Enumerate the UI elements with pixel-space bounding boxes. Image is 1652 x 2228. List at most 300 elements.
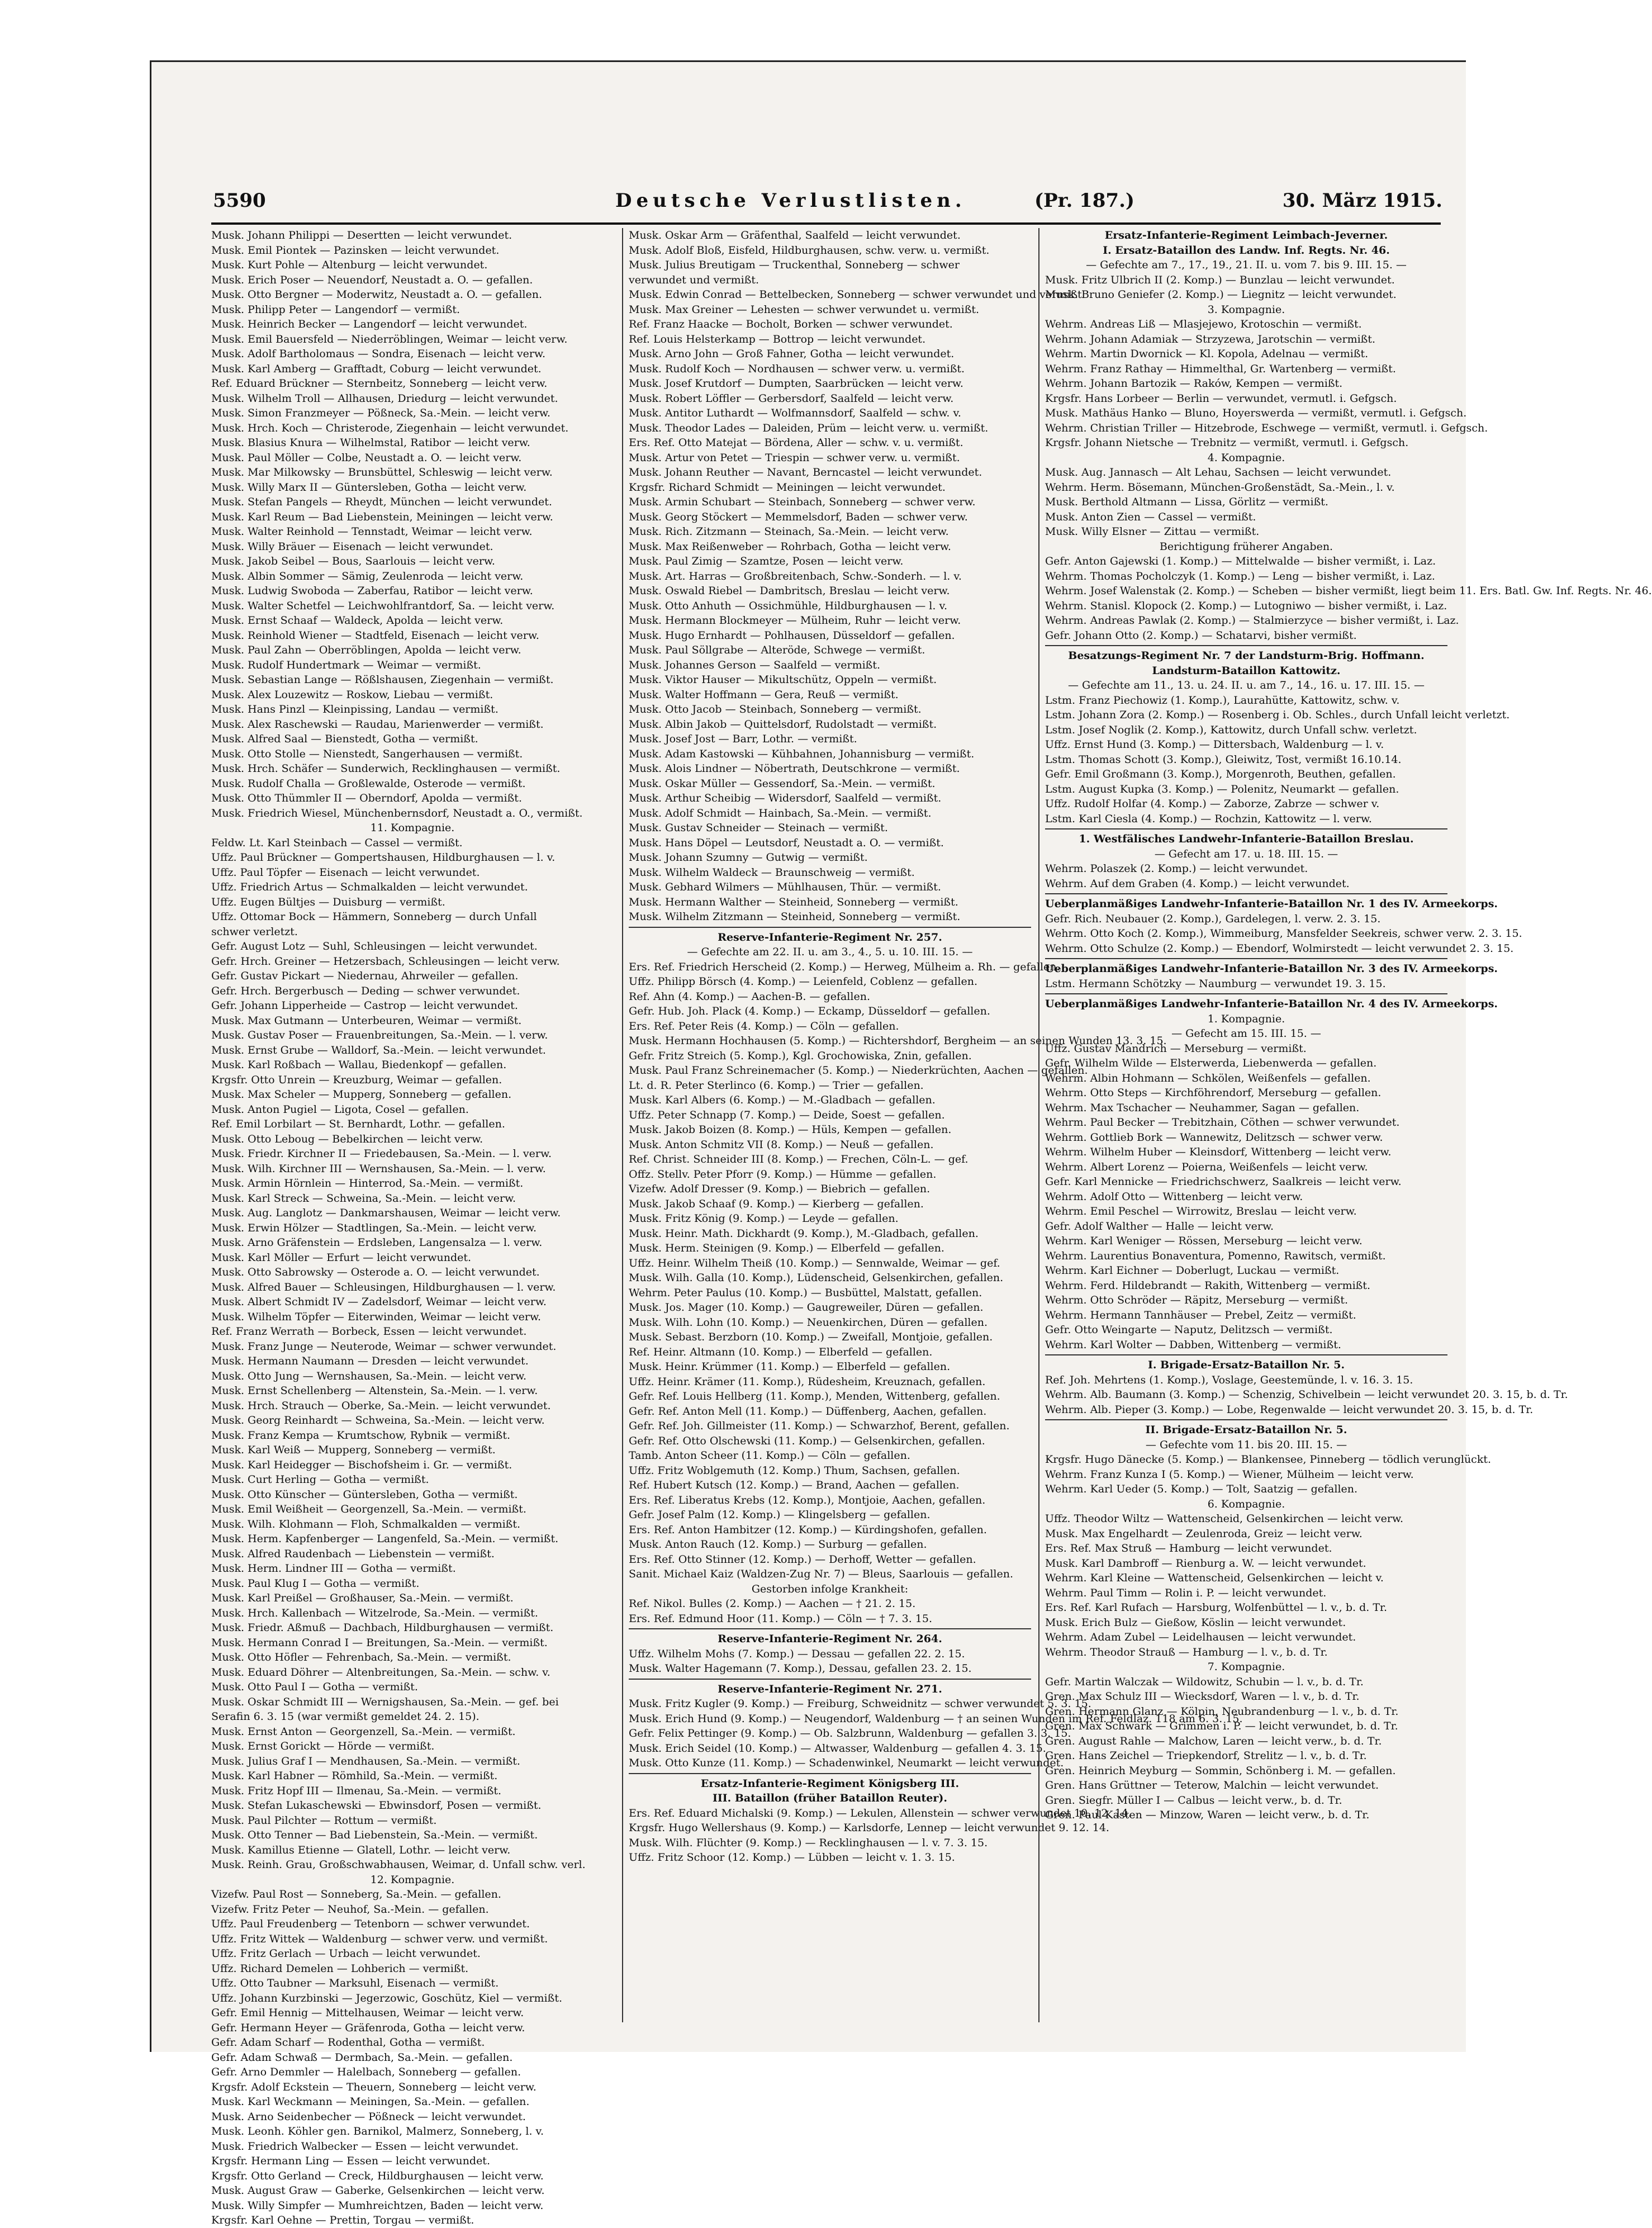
casualty-entry: Musk. Herm. Kapfenberger — Langenfeld, Sa.-Mein. — vermißt.: [211, 1533, 559, 1545]
section-divider: [1045, 1354, 1447, 1355]
subsection-heading: 3. Kompagnie.: [1207, 303, 1285, 316]
casualty-entry: Musk. Adolf Schmidt — Hainbach, Sa.-Mein. — vermißt.: [629, 807, 932, 819]
column-3: [1038, 228, 1652, 2022]
section-divider: [1045, 893, 1447, 894]
casualty-entry: Musk. Karl Preißel — Großhauser, Sa.-Mein. — vermißt.: [211, 1592, 514, 1604]
casualty-entry: Wehrm. Theodor Strauß — Hamburg — l. v., b. d. Tr.: [1045, 1646, 1328, 1658]
casualty-entry: Musk. Adam Kastowski — Kühbahnen, Johannisburg — vermißt.: [629, 747, 975, 760]
casualty-entry: Musk. Otto Thümmler II — Oberndorf, Apolda — vermißt.: [211, 792, 522, 804]
casualty-entry: Musk. Fritz König (9. Komp.) — Leyde — gefallen.: [629, 1212, 899, 1225]
casualty-entry: Musk. Julius Breutigam — Truckenthal, Sonneberg — schwer: [629, 259, 960, 271]
section-divider: [629, 1773, 1031, 1774]
subsection-heading: 4. Kompagnie.: [1207, 451, 1285, 464]
subsection-heading: — Gefechte am 22. II. u. am 3., 4., 5. u. 10. III. 15. —: [687, 946, 973, 958]
casualty-entry: Musk. Armin Schubart — Steinbach, Sonneberg — schwer verw.: [629, 496, 976, 508]
casualty-entry: Wehrm. Ferd. Hildebrandt — Rakith, Wittenberg — vermißt.: [1045, 1279, 1371, 1292]
casualty-entry: Musk. Alfred Bauer — Schleusingen, Hildburghausen — l. verw.: [211, 1281, 556, 1293]
casualty-entry: Musk. Otto Paul I — Gotha — vermißt.: [211, 1681, 418, 1693]
subsection-heading: Berichtigung früherer Angaben.: [1159, 540, 1333, 553]
section-heading: I. Ersatz-Bataillon des Landw. Inf. Regts. Nr. 46.: [1103, 244, 1390, 257]
casualty-entry: Gefr. Hub. Joh. Plack (4. Komp.) — Eckamp, Düsseldorf — gefallen.: [629, 1005, 990, 1017]
casualty-entry: Musk. Emil Bauersfeld — Niederröblingen, Weimar — leicht verw.: [211, 333, 568, 345]
casualty-entry: Musk. Gustav Poser — Frauenbreitungen, Sa.-Mein. — l. verw.: [211, 1029, 548, 1041]
casualty-entry: Musk. Heinrich Becker — Langendorf — leicht verwundet.: [211, 318, 528, 330]
casualty-entry: Uffz. Paul Töpfer — Eisenach — leicht verwundet.: [211, 866, 480, 879]
casualty-entry: Ref. Franz Haacke — Bocholt, Borken — schwer verwundet.: [629, 318, 953, 330]
casualty-entry: Wehrm. Max Tschacher — Neuhammer, Sagan — gefallen.: [1045, 1101, 1360, 1114]
casualty-entry: Musk. Walter Schetfel — Leichwohlfrantdorf, Sa. — leicht verw.: [211, 599, 555, 612]
casualty-entry: Vizefw. Fritz Peter — Neuhof, Sa.-Mein. — gefallen.: [211, 1903, 489, 1916]
casualty-entry: Vizefw. Adolf Dresser (9. Komp.) — Biebrich — gefallen.: [629, 1183, 931, 1195]
casualty-entry: Musk. Friedr. Aßmuß — Dachbach, Hildburghausen — vermißt.: [211, 1622, 554, 1634]
casualty-entry: Musk. Otto Höfler — Fehrenbach, Sa.-Mein. — vermißt.: [211, 1651, 511, 1663]
section-heading: III. Bataillon (früher Bataillon Reuter).: [712, 1792, 947, 1804]
casualty-entry: Musk. Berthold Altmann — Lissa, Görlitz — vermißt.: [1045, 496, 1328, 508]
casualty-entry: Krgsfr. Johann Nietsche — Trebnitz — vermißt, vermutl. i. Gefgsch.: [1045, 437, 1409, 449]
casualty-entry: Ers. Ref. Friedrich Herscheid (2. Komp.) — Herweg, Mülheim a. Rh. — gefallen.: [629, 960, 1060, 973]
casualty-entry: Gefr. Martin Walczak — Wildowitz, Schubin — l. v., b. d. Tr.: [1045, 1675, 1364, 1688]
casualty-entry: Musk. Max Engelhardt — Zeulenroda, Greiz — leicht verw.: [1045, 1527, 1363, 1540]
casualty-entry: Ref. Christ. Schneider III (8. Komp.) — Frechen, Cöln-L. — gef.: [629, 1153, 969, 1165]
casualty-entry: Musk. Wilhelm Waldeck — Braunschweig — vermißt.: [629, 866, 915, 879]
casualty-entry: Musk. Hermann Naumann — Dresden — leicht verwundet.: [211, 1355, 529, 1367]
casualty-entry: Wehrm. Adolf Otto — Wittenberg — leicht verw.: [1045, 1190, 1303, 1203]
section-heading: Ueberplanmäßiges Landwehr-Infanterie-Bataillon Nr. 1 des IV. Armeekorps.: [1045, 898, 1498, 910]
casualty-entry: Musk. Arno John — Groß Fahner, Gotha — leicht verwundet.: [629, 348, 955, 360]
casualty-entry: Musk. Otto Bergner — Moderwitz, Neustadt a. O. — gefallen.: [211, 288, 542, 301]
casualty-entry: Krgsfr. Hugo Dänecke (5. Komp.) — Blankensee, Pinneberg — tödlich verunglückt.: [1045, 1453, 1492, 1466]
casualty-entry: Musk. Gebhard Wilmers — Mühlhausen, Thür. — vermißt.: [629, 881, 941, 893]
casualty-entry: Musk. Arno Gräfenstein — Erdsleben, Langensalza — l. verw.: [211, 1236, 543, 1249]
casualty-entry: Sanit. Michael Kaiz (Waldzen-Zug Nr. 7) — Bleus, Saarlouis — gefallen.: [629, 1568, 1014, 1580]
section-heading: Ersatz-Infanterie-Regiment Königsberg III.: [700, 1777, 960, 1790]
casualty-entry: Ers. Ref. Max Struß — Hamburg — leicht verwundet.: [1045, 1542, 1332, 1554]
casualty-entry: Wehrm. Adam Zubel — Leidelhausen — leicht verwundet.: [1045, 1631, 1356, 1643]
casualty-entry: Wehrm. Polaszek (2. Komp.) — leicht verwundet.: [1045, 862, 1308, 875]
casualty-entry: Uffz. Rudolf Holfar (4. Komp.) — Zaborze, Zabrze — schwer v.: [1045, 798, 1380, 810]
casualty-entry: Uffz. Theodor Wiltz — Wattenscheid, Gelsenkirchen — leicht verw.: [1045, 1513, 1404, 1525]
casualty-entry: Lstm. Hermann Schötzky — Naumburg — verwundet 19. 3. 15.: [1045, 977, 1386, 990]
casualty-entry: Ref. Heinr. Altmann (10. Komp.) — Elberfeld — gefallen.: [629, 1345, 933, 1358]
casualty-entry: Ers. Ref. Otto Stinner (12. Komp.) — Derhoff, Wetter — gefallen.: [629, 1553, 976, 1566]
casualty-entry: Musk. Willy Simpfer — Mumhreichtzen, Baden — leicht verw.: [211, 2199, 544, 2212]
casualty-entry: Musk. Hermann Hochhausen (5. Komp.) — Richtershdorf, Bergheim — an seinen Wunden 13. 3. 15.: [629, 1035, 1167, 1047]
casualty-entry: Wehrm. Alb. Pieper (3. Komp.) — Lobe, Regenwalde — leicht verwundet 20. 3. 15, b. d. Tr.: [1045, 1403, 1534, 1416]
subsection-heading: 7. Kompagnie.: [1207, 1661, 1285, 1673]
casualty-entry: Musk. Mathäus Hanko — Bluno, Hoyerswerda — vermißt, vermutl. i. Gefgsch.: [1045, 407, 1467, 419]
casualty-entry: Gefr. Johann Otto (2. Komp.) — Schatarvi, bisher vermißt.: [1045, 629, 1357, 642]
casualty-entry: Musk. Jakob Boizen (8. Komp.) — Hüls, Kempen — gefallen.: [629, 1124, 952, 1136]
casualty-entry: Musk. Friedr. Kirchner II — Friedebausen, Sa.-Mein. — l. verw.: [211, 1148, 552, 1160]
casualty-entry: Musk. Philipp Peter — Langendorf — vermißt.: [211, 303, 461, 316]
section-heading: II. Brigade-Ersatz-Bataillon Nr. 5.: [1145, 1424, 1347, 1436]
casualty-entry: Wehrm. Gottlieb Bork — Wannewitz, Delitzsch — schwer verw.: [1045, 1131, 1383, 1144]
casualty-entry: Musk. Karl Weiß — Mupperg, Sonneberg — vermißt.: [211, 1444, 496, 1456]
casualty-entry: Uffz. Richard Demelen — Lohberich — vermißt.: [211, 1962, 469, 1975]
casualty-entry: Gefr. Adam Scharf — Rodenthal, Gotha — vermißt.: [211, 2036, 485, 2049]
casualty-entry: Musk. Jakob Schaaf (9. Komp.) — Kierberg — gefallen.: [629, 1197, 924, 1210]
casualty-entry: Musk. Alex Raschewski — Raudau, Marienwerder — vermißt.: [211, 718, 544, 731]
casualty-entry: Uffz. Eugen Bültjes — Duisburg — vermißt.: [211, 895, 445, 908]
casualty-entry: Lstm. Karl Ciesla (4. Komp.) — Rochzin, Kattowitz — l. verw.: [1045, 812, 1372, 825]
casualty-entry: Musk. Ernst Schellenberg — Altenstein, Sa.-Mein. — l. verw.: [211, 1385, 538, 1397]
casualty-entry: Ers. Ref. Eduard Michalski (9. Komp.) — Lekulen, Allenstein — schwer verwundet 10. 12. 14.: [629, 1807, 1132, 1819]
casualty-entry: Musk. Heinr. Math. Dickhardt (9. Komp.), M.-Gladbach, gefallen.: [629, 1227, 979, 1240]
casualty-entry: Musk. Sebast. Berzborn (10. Komp.) — Zweifall, Montjoie, gefallen.: [629, 1331, 993, 1343]
casualty-entry: Krgsfr. Richard Schmidt — Meiningen — leicht verwundet.: [629, 481, 946, 494]
casualty-entry: Wehrm. Josef Walenstak (2. Komp.) — Scheben — bisher vermißt, liegt beim 11. Ers. Batl. Gw. Inf. Regts. Nr. 46.: [1045, 585, 1652, 597]
casualty-entry: Musk. Otto Sabrowsky — Osterode a. O. — leicht verwundet.: [211, 1266, 540, 1278]
casualty-entry: Musk. Erich Seidel (10. Komp.) — Altwasser, Waldenburg — gefallen 4. 3. 15.: [629, 1742, 1046, 1755]
casualty-entry: Lstm. Johann Zora (2. Komp.) — Rosenberg i. Ob. Schles., durch Unfall leicht verletzt.: [1045, 709, 1510, 721]
casualty-entry: Musk. Paul Franz Schreinemacher (5. Komp.) — Niederkrüchten, Aachen — gefallen.: [629, 1064, 1088, 1077]
casualty-entry: Wehrm. Thomas Pocholczyk (1. Komp.) — Leng — bisher vermißt, i. Laz.: [1045, 570, 1435, 582]
casualty-entry: Musk. Hrch. Koch — Christerode, Ziegenhain — leicht verwundet.: [211, 421, 569, 434]
casualty-entry: Gefr. Otto Weingarte — Naputz, Delitzsch — vermißt.: [1045, 1324, 1333, 1336]
casualty-entry: Musk. Walter Reinhold — Tennstadt, Weimar — leicht verw.: [211, 525, 533, 538]
casualty-entry: Musk. Max Scheler — Mupperg, Sonneberg — gefallen.: [211, 1088, 512, 1101]
casualty-entry: Uffz. Gustav Mandrich — Merseburg — vermißt.: [1045, 1042, 1307, 1055]
casualty-entry: Gefr. Johann Lipperheide — Castrop — leicht verwundet.: [211, 999, 518, 1012]
casualty-entry: Musk. Otto Anhuth — Ossichmühle, Hildburghausen — l. v.: [629, 599, 947, 612]
casualty-entry: Wehrm. Albin Hohmann — Schkölen, Weißenfels — gefallen.: [1045, 1072, 1371, 1084]
casualty-entry: Musk. Wilh. Klohmann — Floh, Schmalkalden — vermißt.: [211, 1518, 521, 1530]
section-divider: [1045, 958, 1447, 959]
casualty-entry: Musk. Karl Amberg — Grafftadt, Coburg — leicht verwundet.: [211, 362, 542, 375]
casualty-entry: Musk. Art. Harras — Großbreitenbach, Schw.-Sonderh. — l. v.: [629, 570, 962, 582]
casualty-entry: Musk. Antitor Luthardt — Wolfmannsdorf, Saalfeld — schw. v.: [629, 407, 961, 419]
casualty-entry: Musk. Paul Möller — Colbe, Neustadt a. O. — leicht verw.: [211, 451, 522, 464]
casualty-entry: Musk. Oswald Riebel — Dambritsch, Breslau — leicht verw.: [629, 585, 950, 597]
casualty-entry: Lstm. Thomas Schott (3. Komp.), Gleiwitz, Tost, vermißt 16.10.14.: [1045, 753, 1402, 766]
casualty-entry: Uffz. Paul Freudenberg — Tetenborn — schwer verwundet.: [211, 1918, 530, 1930]
casualty-entry: Uffz. Otto Taubner — Marksuhl, Eisenach — vermißt.: [211, 1977, 499, 1989]
casualty-entry: Wehrm. Johann Adamiak — Strzyzewa, Jarotschin — vermißt.: [1045, 333, 1376, 345]
casualty-entry: Musk. Adolf Bartholomaus — Sondra, Eisenach — leicht verw.: [211, 348, 545, 360]
casualty-entry: Musk. Eduard Döhrer — Altenbreitungen, Sa.-Mein. — schw. v.: [211, 1666, 550, 1679]
casualty-entry: Musk. Max Greiner — Lehesten — schwer verwundet u. vermißt.: [629, 303, 980, 316]
casualty-entry: Musk. Armin Hörnlein — Hinterrod, Sa.-Mein. — vermißt.: [211, 1177, 524, 1189]
casualty-entry: Musk. Rudolf Koch — Nordhausen — schwer verw. u. vermißt.: [629, 362, 965, 375]
casualty-entry: Gefr. Ref. Joh. Gillmeister (11. Komp.) — Schwarzhof, Berent, gefallen.: [629, 1420, 1010, 1432]
casualty-entry: Ref. Ahn (4. Komp.) — Aachen-B. — gefallen.: [629, 990, 870, 1003]
casualty-entry: Krgsfr. Hans Lorbeer — Berlin — verwundet, vermutl. i. Gefgsch.: [1045, 392, 1397, 405]
casualty-entry: Wehrm. Otto Schulze (2. Komp.) — Ebendorf, Wolmirstedt — leicht verwundet 2. 3. 15.: [1045, 942, 1514, 955]
casualty-entry: Musk. Georg Reinhardt — Schweina, Sa.-Mein. — leicht verw.: [211, 1414, 545, 1426]
casualty-entry: Musk. Theodor Lades — Daleiden, Prüm — leicht verw. u. vermißt.: [629, 421, 989, 434]
section-heading: I. Brigade-Ersatz-Bataillon Nr. 5.: [1147, 1359, 1345, 1371]
casualty-entry: Uffz. Heinr. Wilhelm Theiß (10. Komp.) — Sennwalde, Weimar — gef.: [629, 1257, 1000, 1269]
casualty-entry: Musk. Walter Hagemann (7. Komp.), Dessau, gefallen 23. 2. 15.: [629, 1662, 972, 1675]
casualty-entry: Wehrm. Karl Eichner — Doberlugt, Luckau — vermißt.: [1045, 1264, 1340, 1277]
casualty-entry: Musk. Hrch. Strauch — Oberke, Sa.-Mein. — leicht verwundet.: [211, 1399, 551, 1412]
casualty-entry: Musk. Hermann Blockmeyer — Mülheim, Ruhr — leicht verw.: [629, 614, 961, 627]
casualty-entry: Musk. Josef Jost — Barr, Lothr. — vermißt.: [629, 733, 857, 745]
casualty-entry: Musk. Albin Jakob — Quittelsdorf, Rudolstadt — vermißt.: [629, 718, 937, 731]
publication-title: Deutsche Verlustlisten.: [615, 189, 966, 212]
section-divider: [1045, 645, 1447, 646]
casualty-entry: Musk. Julius Graf I — Mendhausen, Sa.-Mein. — vermißt.: [211, 1755, 520, 1767]
casualty-entry: Musk. Bruno Geniefer (2. Komp.) — Liegnitz — leicht verwundet.: [1045, 288, 1397, 301]
casualty-entry: Musk. Rudolf Challa — Großlewalde, Osterode — vermißt.: [211, 777, 526, 790]
casualty-entry: Wehrm. Alb. Baumann (3. Komp.) — Schenzig, Schivelbein — leicht verwundet 20. 3. 15, b. d. Tr.: [1045, 1388, 1568, 1401]
casualty-entry: Musk. Karl Roßbach — Wallau, Biedenkopf — gefallen.: [211, 1059, 507, 1071]
casualty-entry: Musk. Erich Hund (9. Komp.) — Neugendorf, Waldenburg — † an seinen Wunden im Ref. Feldlaz. 118 am 6. 3. 15.: [629, 1712, 1243, 1725]
casualty-entry: Musk. Robert Löffler — Gerbersdorf, Saalfeld — leicht verw.: [629, 392, 954, 405]
casualty-entry: Musk. Ernst Grube — Walldorf, Sa.-Mein. — leicht verwundet.: [211, 1044, 546, 1056]
casualty-entry: Musk. Stefan Pangels — Rheydt, München — leicht verwundet.: [211, 496, 552, 508]
casualty-entry: Musk. Otto Leboug — Bebelkirchen — leicht verw.: [211, 1132, 483, 1145]
column-1: [211, 228, 614, 2226]
casualty-entry: Uffz. Ottomar Bock — Hämmern, Sonneberg — durch Unfall: [211, 911, 537, 923]
page-number: 5590: [213, 189, 266, 212]
casualty-entry: Musk. Johannes Gerson — Saalfeld — vermißt.: [629, 658, 881, 671]
casualty-entry: Ers. Ref. Edmund Hoor (11. Komp.) — Cöln — † 7. 3. 15.: [629, 1612, 933, 1625]
casualty-entry: Musk. Ernst Anton — Georgenzell, Sa.-Mein. — vermißt.: [211, 1725, 516, 1738]
casualty-entry: Musk. August Graw — Gaberke, Gelsenkirchen — leicht verw.: [211, 2184, 545, 2197]
casualty-entry: Uffz. Fritz Gerlach — Urbach — leicht verwundet.: [211, 1947, 481, 1960]
casualty-entry: Gefr. Ref. Louis Hellberg (11. Komp.), Menden, Wittenberg, gefallen.: [629, 1390, 1000, 1402]
casualty-entry: Musk. Mar Milkowsky — Brunsbüttel, Schleswig — leicht verw.: [211, 466, 553, 478]
casualty-entry: Ref. Emil Lorbilart — St. Bernhardt, Lothr. — gefallen.: [211, 1118, 505, 1130]
casualty-entry: Musk. Arno Seidenbecher — Pößneck — leicht verwundet.: [211, 2110, 526, 2123]
casualty-entry: Musk. Albert Schmidt IV — Zadelsdorf, Weimar — leicht verw.: [211, 1296, 547, 1308]
casualty-entry: Krgsfr. Hermann Ling — Essen — leicht verwundet.: [211, 2155, 490, 2167]
casualty-entry: Musk. Otto Jung — Wernshausen, Sa.-Mein. — leicht verw.: [211, 1369, 527, 1382]
casualty-entry: Musk. Karl Streck — Schweina, Sa.-Mein. — leicht verw.: [211, 1192, 516, 1205]
casualty-entry: Gefr. Karl Mennicke — Friedrichschwerz, Saalkreis — leicht verw.: [1045, 1175, 1402, 1188]
casualty-entry: Musk. Kamillus Etienne — Glatell, Lothr. — leicht verw.: [211, 1843, 511, 1856]
subsection-heading: — Gefecht am 15. III. 15. —: [1171, 1027, 1321, 1040]
casualty-entry: Musk. Willy Marx II — Güntersleben, Gotha — leicht verw.: [211, 481, 527, 494]
casualty-entry: Musk. Artur von Petet — Triespin — schwer verw. u. vermißt.: [629, 451, 960, 464]
casualty-entry: Gren. Hans Grüttner — Teterow, Malchin — leicht verwundet.: [1045, 1779, 1379, 1791]
casualty-entry: Wehrm. Peter Paulus (10. Komp.) — Busbüttel, Malstatt, gefallen.: [629, 1286, 982, 1299]
section-heading: Besatzungs-Regiment Nr. 7 der Landsturm-Brig. Hoffmann.: [1068, 650, 1425, 662]
subsection-heading: 12. Kompagnie.: [370, 1873, 455, 1886]
casualty-entry: Musk. Johann Szumny — Gutwig — vermißt.: [629, 851, 868, 864]
casualty-entry: Musk. Alfred Raudenbach — Liebenstein — vermißt.: [211, 1547, 495, 1560]
casualty-entry: Gefr. Arno Demmler — Halelbach, Sonneberg — gefallen.: [211, 2066, 521, 2078]
casualty-entry: Wehrm. Karl Weniger — Rössen, Merseburg — leicht verw.: [1045, 1235, 1363, 1247]
casualty-entry: Musk. Gustav Schneider — Steinach — vermißt.: [629, 822, 888, 834]
casualty-entry: Ref. Joh. Mehrtens (1. Komp.), Voslage, Geestemünde, l. v. 16. 3. 15.: [1045, 1373, 1413, 1386]
casualty-entry: Musk. Wilhelm Zitzmann — Steinheid, Sonneberg — vermißt.: [629, 911, 961, 923]
section-heading: Landsturm-Bataillon Kattowitz.: [1152, 664, 1341, 677]
section-divider: [629, 927, 1031, 928]
casualty-entry: Uffz. Paul Brückner — Gompertshausen, Hildburghausen — l. v.: [211, 851, 556, 864]
casualty-entry: Musk. Arthur Scheibig — Widersdorf, Saalfeld — vermißt.: [629, 792, 942, 804]
casualty-entry: Wehrm. Paul Timm — Rolin i. P. — leicht verwundet.: [1045, 1586, 1327, 1599]
casualty-entry: Krgsfr. Otto Unrein — Kreuzburg, Weimar — gefallen.: [211, 1073, 502, 1086]
issue-number: (Pr. 187.): [1034, 189, 1135, 212]
casualty-entry: Musk. Oskar Schmidt III — Wernigshausen, Sa.-Mein. — gef. bei: [211, 1695, 559, 1708]
casualty-entry: Tamb. Anton Scheer (11. Komp.) — Cöln — gefallen.: [629, 1449, 910, 1462]
subsection-heading: 6. Kompagnie.: [1207, 1497, 1285, 1510]
casualty-entry: Musk. Franz Junge — Neuterode, Weimar — schwer verwundet.: [211, 1340, 557, 1353]
casualty-entry: Musk. Otto Kunze (11. Komp.) — Schadenwinkel, Neumarkt — leicht verwundet.: [629, 1757, 1064, 1769]
casualty-entry: Musk. Friedrich Wiesel, Münchenbernsdorf, Neustadt a. O., vermißt.: [211, 807, 583, 819]
casualty-entry: Musk. Alex Louzewitz — Roskow, Liebau — vermißt.: [211, 688, 493, 701]
casualty-entry: schwer verletzt.: [211, 925, 298, 938]
casualty-entry: Uffz. Fritz Woblgemuth (12. Komp.) Thum, Sachsen, gefallen.: [629, 1464, 960, 1477]
section-heading: Ersatz-Infanterie-Regiment Leimbach-Jeverner.: [1104, 229, 1388, 241]
casualty-entry: Musk. Herm. Steinigen (9. Komp.) — Elberfeld — gefallen.: [629, 1242, 944, 1254]
casualty-entry: Musk. Paul Söllgrabe — Alteröde, Schwege — vermißt.: [629, 644, 925, 656]
subsection-heading: Gestorben infolge Krankheit:: [751, 1582, 909, 1595]
casualty-entry: Feldw. Lt. Karl Steinbach — Cassel — vermißt.: [211, 836, 463, 849]
subsection-heading: 1. Kompagnie.: [1207, 1012, 1285, 1025]
casualty-entry: Wehrm. Albert Lorenz — Poierna, Weißenfels — leicht verw.: [1045, 1160, 1368, 1173]
casualty-entry: Musk. Georg Stöckert — Memmelsdorf, Baden — schwer verw.: [629, 510, 968, 523]
casualty-entry: Musk. Erich Poser — Neuendorf, Neustadt a. O. — gefallen.: [211, 273, 533, 286]
casualty-entry: Musk. Wilh. Lohn (10. Komp.) — Neuenkirchen, Düren — gefallen.: [629, 1316, 988, 1329]
casualty-entry: Gefr. Gustav Pickart — Niedernau, Ahrweiler — gefallen.: [211, 970, 519, 982]
casualty-entry: Musk. Reinh. Grau, Großschwabhausen, Weimar, d. Unfall schw. verl.: [211, 1859, 586, 1871]
casualty-entry: Uffz. Heinr. Krämer (11. Komp.), Rüdesheim, Kreuznach, gefallen.: [629, 1375, 986, 1388]
casualty-entry: Musk. Anton Zien — Cassel — vermißt.: [1045, 510, 1256, 523]
casualty-entry: Musk. Hermann Conrad I — Breitungen, Sa.-Mein. — vermißt.: [211, 1636, 548, 1649]
casualty-entry: Uffz. Ernst Hund (3. Komp.) — Dittersbach, Waldenburg — l. v.: [1045, 738, 1384, 751]
casualty-entry: Wehrm. Martin Dwornick — Kl. Kopola, Adelnau — vermißt.: [1045, 348, 1369, 360]
section-divider: [1045, 828, 1447, 829]
casualty-entry: Ers. Ref. Liberatus Krebs (12. Komp.), Montjoie, Aachen, gefallen.: [629, 1494, 986, 1506]
casualty-entry: Musk. Fritz Kugler (9. Komp.) — Freiburg, Schweidnitz — schwer verwundet 5. 3. 15.: [629, 1698, 1091, 1710]
casualty-entry: Musk. Hans Döpel — Leutsdorf, Neustadt a. O. — vermißt.: [629, 836, 944, 849]
casualty-entry: verwundet und vermißt.: [629, 273, 759, 286]
casualty-entry: Musk. Hans Pinzl — Kleinpissing, Landau — vermißt.: [211, 703, 499, 715]
casualty-entry: Lt. d. R. Peter Sterlinco (6. Komp.) — Trier — gefallen.: [629, 1079, 924, 1092]
casualty-entry: Gefr. Rich. Neubauer (2. Komp.), Gardelegen, l. verw. 2. 3. 15.: [1045, 912, 1381, 925]
casualty-entry: Musk. Karl Reum — Bad Liebenstein, Meiningen — leicht verw.: [211, 510, 553, 523]
casualty-entry: Musk. Karl Möller — Erfurt — leicht verwundet.: [211, 1251, 472, 1264]
casualty-entry: Wehrm. Otto Schröder — Räpitz, Merseburg — vermißt.: [1045, 1294, 1349, 1306]
casualty-entry: Musk. Otto Künscher — Güntersleben, Gotha — vermißt.: [211, 1488, 518, 1501]
casualty-entry: Wehrm. Johann Bartozik — Raków, Kempen — vermißt.: [1045, 377, 1343, 390]
casualty-entry: Musk. Viktor Hauser — Mikultschütz, Oppeln — vermißt.: [629, 674, 937, 686]
casualty-entry: Musk. Johann Reuther — Navant, Berncastel — leicht verwundet.: [629, 466, 982, 478]
casualty-entry: Musk. Erich Bulz — Gießow, Köslin — leicht verwundet.: [1045, 1616, 1346, 1629]
casualty-entry: Gren. Siegfr. Müller I — Calbus — leicht verw., b. d. Tr.: [1045, 1794, 1342, 1807]
casualty-entry: Uffz. Wilhelm Mohs (7. Komp.) — Dessau — gefallen 22. 2. 15.: [629, 1647, 965, 1660]
casualty-entry: Musk. Josef Krutdorf — Dumpten, Saarbrücken — leicht verw.: [629, 377, 963, 390]
casualty-entry: Musk. Karl Albers (6. Komp.) — M.-Gladbach — gefallen.: [629, 1094, 936, 1106]
casualty-entry: Musk. Paul Klug I — Gotha — vermißt.: [211, 1577, 420, 1590]
casualty-entry: Musk. Albin Sommer — Sämig, Zeulenroda — leicht verw.: [211, 570, 524, 582]
casualty-entry: Gefr. Fritz Streich (5. Komp.), Kgl. Grochowiska, Znin, gefallen.: [629, 1049, 972, 1062]
casualty-entry: Musk. Edwin Conrad — Bettelbecken, Sonneberg — schwer verwundet und vermißt.: [629, 288, 1085, 301]
casualty-entry: Musk. Aug. Jannasch — Alt Lehau, Sachsen — leicht verwundet.: [1045, 466, 1392, 478]
casualty-entry: Gefr. August Lotz — Suhl, Schleusingen — leicht verwundet.: [211, 940, 538, 952]
casualty-entry: Wehrm. Otto Koch (2. Komp.), Wimmeiburg, Mansfelder Seekreis, schwer verw. 2. 3. 15.: [1045, 927, 1522, 940]
section-divider: [1045, 993, 1447, 994]
casualty-entry: Wehrm. Andreas Pawlak (2. Komp.) — Stalmierzyce — bisher vermißt, i. Laz.: [1045, 614, 1459, 627]
casualty-entry: Musk. Jos. Mager (10. Komp.) — Gaugreweiler, Düren — gefallen.: [629, 1301, 984, 1314]
casualty-entry: Musk. Wilh. Galla (10. Komp.), Lüdenscheid, Gelsenkirchen, gefallen.: [629, 1272, 1004, 1284]
casualty-entry: Musk. Friedrich Walbecker — Essen — leicht verwundet.: [211, 2140, 519, 2153]
casualty-entry: Musk. Hugo Ernhardt — Pohlhausen, Düsseldorf — gefallen.: [629, 629, 955, 642]
casualty-entry: Musk. Wilh. Flüchter (9. Komp.) — Recklinghausen — l. v. 7. 3. 15.: [629, 1836, 988, 1849]
casualty-entry: Musk. Wilh. Kirchner III — Wernshausen, Sa.-Mein. — l. verw.: [211, 1162, 546, 1175]
casualty-entry: Gefr. Josef Palm (12. Komp.) — Klingelsberg — gefallen.: [629, 1509, 931, 1521]
casualty-entry: Offz. Stellv. Peter Pforr (9. Komp.) — Hümme — gefallen.: [629, 1168, 937, 1181]
casualty-entry: Gren. Max Schulz III — Wiecksdorf, Waren — l. v., b. d. Tr.: [1045, 1690, 1360, 1703]
casualty-entry: Uffz. Fritz Schoor (12. Komp.) — Lübben — leicht v. 1. 3. 15.: [629, 1851, 955, 1864]
casualty-entry: Ref. Louis Helsterkamp — Bottrop — leicht verwundet.: [629, 333, 926, 345]
casualty-entry: Musk. Curt Herling — Gotha — vermißt.: [211, 1473, 429, 1486]
casualty-entry: Uffz. Johann Kurzbinski — Jegerzowic, Goschütz, Kiel — vermißt.: [211, 1992, 562, 2004]
section-heading: Ueberplanmäßiges Landwehr-Infanterie-Bataillon Nr. 4 des IV. Armeekorps.: [1045, 998, 1498, 1010]
casualty-entry: Gren. Hans Zeichel — Triepkendorf, Strelitz — l. v., b. d. Tr.: [1045, 1750, 1367, 1762]
casualty-entry: Lstm. Josef Noglik (2. Komp.), Kattowitz, durch Unfall schw. verletzt.: [1045, 723, 1417, 736]
casualty-entry: Musk. Alois Lindner — Nöbertrath, Deutschkrone — vermißt.: [629, 762, 960, 775]
casualty-entry: Wehrm. Andreas Liß — Mlasjejewo, Krotoschin — vermißt.: [1045, 318, 1362, 330]
casualty-entry: Musk. Paul Pilchter — Rottum — vermißt.: [211, 1814, 437, 1827]
casualty-entry: Musk. Leonh. Köhler gen. Barnikol, Malmerz, Sonneberg, l. v.: [211, 2125, 544, 2137]
casualty-entry: Krgsfr. Karl Oehne — Prettin, Torgau — vermißt.: [211, 2214, 474, 2226]
casualty-entry: Gefr. Adam Schwaß — Dermbach, Sa.-Mein. — gefallen.: [211, 2051, 513, 2064]
casualty-entry: Wehrm. Karl Ueder (5. Komp.) — Tolt, Saatzig — gefallen.: [1045, 1483, 1358, 1495]
casualty-entry: Gren. August Rahle — Malchow, Laren — leicht verw., b. d. Tr.: [1045, 1734, 1382, 1747]
casualty-entry: Ers. Ref. Otto Matejat — Bördena, Aller — schw. v. u. vermißt.: [629, 437, 963, 449]
casualty-entry: Gefr. Hrch. Greiner — Hetzersbach, Schleusingen — leicht verw.: [211, 955, 560, 968]
casualty-entry: Vizefw. Paul Rost — Sonneberg, Sa.-Mein. — gefallen.: [211, 1888, 501, 1900]
casualty-entry: Musk. Fritz Ulbrich II (2. Komp.) — Bunzlau — leicht verwundet.: [1045, 273, 1395, 286]
casualty-entry: Musk. Otto Tenner — Bad Liebenstein, Sa.-Mein. — vermißt.: [211, 1829, 538, 1841]
casualty-entry: Serafin 6. 3. 15 (war vermißt gemeldet 24. 2. 15).: [211, 1710, 480, 1723]
casualty-entry: Musk. Heinr. Krümmer (11. Komp.) — Elberfeld — gefallen.: [629, 1360, 951, 1373]
casualty-entry: Musk. Oskar Arm — Gräfenthal, Saalfeld — leicht verwundet.: [629, 229, 961, 241]
casualty-entry: Musk. Paul Zimig — Szamtze, Posen — leicht verw.: [629, 555, 904, 567]
casualty-entry: Wehrm. Auf dem Graben (4. Komp.) — leicht verwundet.: [1045, 877, 1350, 890]
casualty-entry: Musk. Reinhold Wiener — Stadtfeld, Eisenach — leicht verw.: [211, 629, 539, 642]
subsection-heading: — Gefecht am 17. u. 18. III. 15. —: [1154, 847, 1338, 860]
casualty-entry: Gefr. Emil Großmann (3. Komp.), Morgenroth, Beuthen, gefallen.: [1045, 768, 1396, 780]
casualty-entry: Musk. Blasius Knura — Wilhelmstal, Ratibor — leicht verw.: [211, 437, 530, 449]
casualty-entry: Musk. Wilhelm Töpfer — Eiterwinden, Weimar — leicht verw.: [211, 1310, 542, 1323]
casualty-entry: Ref. Nikol. Bulles (2. Komp.) — Aachen — † 21. 2. 15.: [629, 1597, 916, 1610]
casualty-entry: Ers. Ref. Karl Rufach — Harsburg, Wolfenbüttel — l. v., b. d. Tr.: [1045, 1601, 1388, 1614]
casualty-entry: Wehrm. Herm. Bösemann, München-Großenstädt, Sa.-Mein., l. v.: [1045, 481, 1395, 494]
casualty-entry: Musk. Emil Piontek — Pazinsken — leicht verwundet.: [211, 244, 500, 257]
casualty-entry: Musk. Karl Habner — Römhild, Sa.-Mein. — vermißt.: [211, 1770, 498, 1782]
section-heading: Reserve-Infanterie-Regiment Nr. 271.: [718, 1682, 942, 1695]
subsection-heading: — Gefechte vom 11. bis 20. III. 15. —: [1145, 1438, 1347, 1451]
casualty-entry: Uffz. Fritz Wittek — Waldenburg — schwer verw. und vermißt.: [211, 1932, 548, 1945]
section-heading: Reserve-Infanterie-Regiment Nr. 264.: [718, 1633, 942, 1645]
casualty-entry: Uffz. Friedrich Artus — Schmalkalden — leicht verwundet.: [211, 881, 528, 893]
casualty-entry: Gren. Heinrich Meyburg — Sommin, Schönberg i. M. — gefallen.: [1045, 1764, 1396, 1777]
casualty-entry: Gefr. Felix Pettinger (9. Komp.) — Ob. Salzbrunn, Waldenburg — gefallen 3. 3. 15.: [629, 1727, 1071, 1739]
casualty-entry: Musk. Jakob Seibel — Bous, Saarlouis — leicht verw.: [211, 555, 495, 567]
casualty-entry: Wehrm. Franz Rathay — Himmelthal, Gr. Wartenberg — vermißt.: [1045, 362, 1396, 375]
casualty-entry: Wehrm. Emil Peschel — Wirrowitz, Breslau — leicht verw.: [1045, 1205, 1357, 1217]
casualty-entry: Lstm. August Kupka (3. Komp.) — Polenitz, Neumarkt — gefallen.: [1045, 783, 1399, 795]
casualty-entry: Wehrm. Karl Wolter — Dabben, Wittenberg — vermißt.: [1045, 1338, 1341, 1351]
casualty-entry: Musk. Johann Philippi — Desertten — leicht verwundet.: [211, 229, 512, 241]
casualty-entry: Gefr. Hermann Heyer — Gräfenroda, Gotha — leicht verw.: [211, 2021, 525, 2034]
subsection-heading: 11. Kompagnie.: [370, 822, 455, 834]
casualty-entry: Uffz. Philipp Börsch (4. Komp.) — Leienfeld, Coblenz — gefallen.: [629, 975, 978, 988]
casualty-entry: Wehrm. Hermann Tannhäuser — Prebel, Zeitz — vermißt.: [1045, 1309, 1356, 1321]
casualty-entry: Ref. Hubert Kutsch (12. Komp.) — Brand, Aachen — gefallen.: [629, 1479, 960, 1491]
casualty-entry: Musk. Anton Schmitz VII (8. Komp.) — Neuß — gefallen.: [629, 1138, 934, 1151]
casualty-entry: Wehrm. Stanisl. Klopock (2. Komp.) — Lutogniwo — bisher vermißt, i. Laz.: [1045, 599, 1447, 612]
casualty-entry: Krgsfr. Hugo Wellershaus (9. Komp.) — Karlsdorfe, Lennep — leicht verwundet 9. 12. 14.: [629, 1822, 1109, 1834]
section-heading: Ueberplanmäßiges Landwehr-Infanterie-Bataillon Nr. 3 des IV. Armeekorps.: [1045, 963, 1498, 975]
casualty-entry: Musk. Ernst Schaaf — Waldeck, Apolda — leicht verw.: [211, 614, 504, 627]
casualty-entry: Gren. Max Schwark — Grimmen i. P. — leicht verwundet, b. d. Tr.: [1045, 1720, 1398, 1732]
